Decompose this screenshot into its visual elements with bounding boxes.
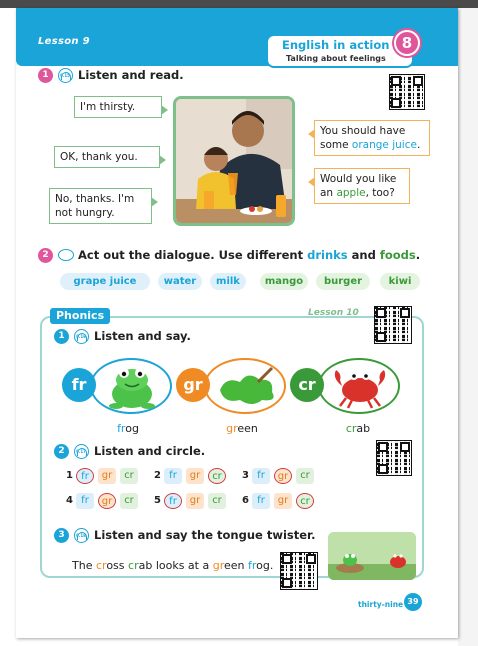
page-shadow: [458, 8, 478, 646]
headphones-icon[interactable]: [74, 444, 89, 459]
option-cr[interactable]: cr: [208, 493, 226, 509]
bubble-text: I'm thirsty.: [80, 101, 136, 113]
option-fr[interactable]: fr: [252, 493, 270, 509]
highlight-foods: foods: [379, 248, 416, 262]
item-number: 5: [154, 495, 161, 506]
twister-part: og.: [256, 559, 274, 572]
activity-2-instruction: [78, 248, 420, 262]
speech-bubble-not-hungry: [49, 188, 152, 224]
option-fr[interactable]: fr: [164, 493, 182, 509]
twister-part: gr: [212, 559, 224, 572]
bubble-text-part: some: [320, 139, 352, 152]
twister-part: fr: [248, 559, 257, 572]
qr-code-2[interactable]: [374, 306, 412, 344]
option-cr[interactable]: cr: [296, 468, 314, 484]
activity-1-instruction: Listen and read.: [78, 68, 184, 82]
track-number: 0.17: [76, 449, 86, 454]
bubble-text-line-2: [320, 186, 404, 200]
crab-icon: [320, 360, 398, 412]
option-cr[interactable]: cr: [120, 468, 138, 484]
highlight-orange-juice: orange juice: [351, 139, 417, 152]
word-frog: [108, 422, 148, 435]
chip-kiwi: kiwi: [380, 273, 420, 290]
track-number: 0.16: [76, 334, 86, 339]
activity-1-number: 1: [38, 68, 53, 83]
item-number: 2: [154, 470, 161, 481]
chip-grape-juice: grape juice: [60, 273, 150, 290]
page-number: 39: [404, 593, 422, 611]
lesson-10-tag: Lesson 10: [308, 308, 359, 318]
option-cr[interactable]: cr: [296, 493, 314, 509]
item-number: 4: [66, 495, 73, 506]
phonics-1-number: 1: [54, 329, 69, 344]
twister-part: The: [72, 559, 96, 572]
bubble-text-part: , too?: [365, 187, 395, 200]
twister-part: cr: [95, 559, 107, 572]
bubble-text-line-1: You should have: [320, 125, 406, 137]
qr-code-3[interactable]: [376, 440, 412, 476]
option-gr[interactable]: gr: [274, 493, 292, 509]
window-top-bar: [0, 0, 478, 8]
bubble-text-part: .: [416, 139, 421, 152]
track-number: 0.18: [76, 533, 86, 538]
chip-mango: mango: [260, 273, 308, 290]
sound-badge-fr: fr: [62, 368, 96, 402]
paint-splash-icon: [206, 360, 284, 412]
lesson-tag: Lesson 9: [38, 36, 90, 47]
twister-part: cr: [128, 559, 139, 572]
highlight-apple: apple: [336, 187, 366, 200]
bubble-text: OK, thank you.: [60, 151, 138, 163]
scene-illustration: [328, 532, 416, 580]
twister-part: oss: [106, 559, 129, 572]
unit-subtitle: Talking about feelings: [286, 54, 386, 63]
qr-code-4[interactable]: [280, 552, 318, 590]
word-green: [220, 422, 264, 435]
page-number-word: thirty-nine: [358, 600, 404, 609]
headphones-icon[interactable]: [74, 528, 89, 543]
sound-badge-gr: gr: [176, 368, 210, 402]
phonics-1-instruction: Listen and say.: [94, 329, 191, 343]
phonics-2-instruction: Listen and circle.: [94, 444, 206, 458]
speech-bubble-ok-thanks: [54, 146, 160, 168]
word-highlight: gr: [226, 422, 238, 435]
frog-oval: [90, 358, 172, 414]
phonics-2-number: 2: [54, 444, 69, 459]
option-gr[interactable]: gr: [98, 468, 116, 484]
word-highlight: fr: [117, 422, 126, 435]
chip-water: water: [158, 273, 202, 290]
english-in-action-title: English in action: [282, 38, 390, 52]
item-number: 3: [242, 470, 249, 481]
headphones-icon[interactable]: [58, 68, 73, 83]
speech-bubble-icon: [58, 249, 74, 261]
headphones-icon[interactable]: [74, 329, 89, 344]
qr-code-1[interactable]: [389, 74, 425, 110]
option-gr[interactable]: gr: [98, 493, 116, 509]
instruction-part: and: [347, 248, 380, 262]
option-gr[interactable]: gr: [186, 468, 204, 484]
option-fr[interactable]: fr: [164, 468, 182, 484]
frog-icon: [92, 360, 170, 412]
word-rest: een: [237, 422, 258, 435]
instruction-part: Act out the dialogue. Use different: [78, 248, 308, 262]
instruction-part: .: [415, 248, 421, 262]
phonics-3-number: 3: [54, 528, 69, 543]
bubble-text-line-1: Would you like: [320, 173, 397, 185]
bubble-text-part: an: [320, 187, 337, 200]
speech-bubble-orange-juice: [314, 120, 430, 156]
textbook-page: [16, 8, 458, 638]
word-highlight: cr: [345, 422, 357, 435]
unit-number-badge: 8: [394, 30, 420, 56]
word-rest: og: [125, 422, 139, 435]
activity-2-number: 2: [38, 248, 53, 263]
highlight-drinks: drinks: [307, 248, 348, 262]
option-gr[interactable]: gr: [274, 468, 292, 484]
tongue-twister: [72, 559, 273, 572]
crab-oval: [318, 358, 400, 414]
speech-bubble-apple: [314, 168, 410, 204]
phonics-tab: Phonics: [50, 308, 110, 324]
photo-illustration: [176, 99, 295, 226]
option-cr[interactable]: cr: [120, 493, 138, 509]
option-cr[interactable]: cr: [208, 468, 226, 484]
option-fr[interactable]: fr: [76, 468, 94, 484]
bubble-text-line-2: not hungry.: [55, 207, 115, 220]
word-crab: [338, 422, 378, 435]
green-oval: [204, 358, 286, 414]
chip-milk: milk: [210, 273, 246, 290]
crab-and-frog-scene: [328, 532, 416, 580]
option-fr[interactable]: fr: [76, 493, 94, 509]
chip-burger: burger: [316, 273, 370, 290]
item-number: 1: [66, 470, 73, 481]
bubble-text-line-2: [320, 138, 424, 152]
speech-bubble-thirsty: [74, 96, 162, 118]
track-number: 0.15: [60, 73, 70, 78]
option-fr[interactable]: fr: [252, 468, 270, 484]
item-number: 6: [242, 495, 249, 506]
twister-part: een: [223, 559, 248, 572]
phonics-3-instruction: Listen and say the tongue twister.: [94, 528, 316, 542]
sound-badge-cr: cr: [290, 368, 324, 402]
english-in-action-box: [266, 34, 414, 68]
option-gr[interactable]: gr: [186, 493, 204, 509]
bubble-text-line-1: No, thanks. I'm: [55, 193, 135, 205]
twister-part: ab looks at a: [138, 559, 213, 572]
word-rest: ab: [356, 422, 371, 435]
photo-father-and-child: [173, 96, 295, 226]
